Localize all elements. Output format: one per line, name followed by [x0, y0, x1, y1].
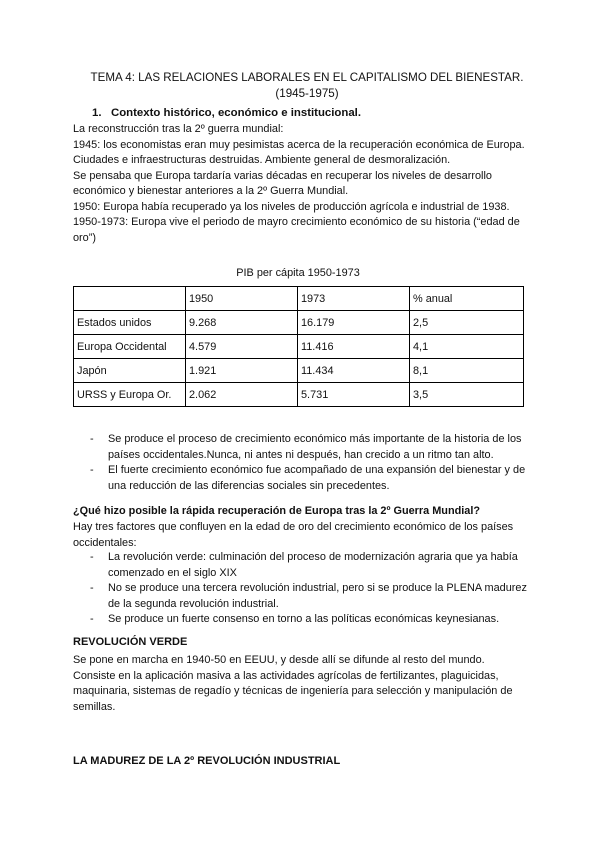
title-line-1: TEMA 4: LAS RELACIONES LABORALES EN EL CAPITALISMO DEL BIENESTAR.: [90, 71, 524, 84]
table-cell: 2.062: [186, 383, 298, 407]
paragraph: 1950: Europa había recuperado ya los niveles de producción agrícola e industrial de 1938.: [73, 200, 510, 213]
bullet-dash: -: [90, 551, 94, 563]
table-cell: 2,5: [410, 311, 524, 335]
factors-bullet-list: [90, 550, 530, 628]
table-cell: 8,1: [410, 359, 524, 383]
question-intro: Hay tres factores que confluyen en la edad de oro del crecimiento económico de los países occidentales:: [73, 521, 514, 549]
table-header-cell: 1973: [298, 287, 410, 311]
table-cell: URSS y Europa Or.: [74, 383, 186, 407]
paragraph: Se pensaba que Europa tardaría varias décadas en recuperar los niveles de desarrollo económico y bienestar anteriores a la 2º Guerra Mundial.: [73, 169, 492, 197]
list-item: [90, 432, 530, 463]
table-cell: 3,5: [410, 383, 524, 407]
table-cell: 11.416: [298, 335, 410, 359]
bullet-dash: -: [90, 464, 94, 476]
paragraph: Se pone en marcha en 1940-50 en EEUU, y desde allí se difunde al resto del mundo.: [73, 654, 485, 666]
bullet-dash: -: [90, 433, 94, 445]
table-cell: 4,1: [410, 335, 524, 359]
table-header-cell: % anual: [410, 287, 524, 311]
paragraph: Consiste en la aplicación masiva a las actividades agrícolas de fertilizantes, plaguicidas, maquinaria, sistemas de regadío y técnicas de ingeniería para selección y manipulación de semillas.: [73, 669, 513, 713]
list-item-text: La revolución verde: culminación del proceso de modernización agraria que ya había comenzado en el siglo XIX: [108, 551, 518, 579]
revolucion-verde-body: [73, 653, 533, 715]
list-item-text: Se produce el proceso de crecimiento económico más importante de la historia de los países occidentales.Nunca, ni antes ni después, han crecido a un ritmo tan alto.: [108, 433, 522, 461]
paragraph: Ciudades e infraestructuras destruidas. Ambiente general de desmoralización.: [73, 154, 451, 166]
table-cell: 16.179: [298, 311, 410, 335]
document-title: [40, 70, 574, 102]
table-cell: Europa Occidental: [74, 335, 186, 359]
list-item: [90, 612, 530, 628]
section-1-heading: [92, 107, 361, 119]
table-row: [74, 359, 524, 383]
table-cell: 1.921: [186, 359, 298, 383]
table-row: [74, 383, 524, 407]
table-cell: 11.434: [298, 359, 410, 383]
section-1-body: [73, 122, 533, 246]
list-item: [90, 581, 530, 612]
section-1-title: Contexto histórico, económico e institucional.: [111, 107, 361, 119]
table-cell: Estados unidos: [74, 311, 186, 335]
table-cell: Japón: [74, 359, 186, 383]
paragraph: 1945: los economistas eran muy pesimistas acerca de la recuperación económica de Europa.: [73, 138, 525, 151]
bullet-dash: -: [90, 613, 94, 625]
table-row: [74, 311, 524, 335]
section-1-number: 1.: [92, 107, 102, 119]
table-cell: 5.731: [298, 383, 410, 407]
table-cell: 4.579: [186, 335, 298, 359]
list-item: [90, 463, 530, 494]
paragraph: 1950-1973: Europa vive el periodo de mayro crecimiento económico de su historia (“edad de oro”): [73, 216, 520, 244]
title-line-2: (1945-1975): [275, 87, 339, 100]
table-cell: 9.268: [186, 311, 298, 335]
table-header-row: [74, 287, 524, 311]
growth-bullet-list: [90, 432, 530, 494]
list-item-text: No se produce una tercera revolución industrial, pero si se produce la PLENA madurez de la segunda revolución industrial.: [108, 582, 527, 610]
list-item-text: Se produce un fuerte consenso en torno a las políticas económicas keynesianas.: [108, 613, 500, 625]
table-caption: PIB per cápita 1950-1973: [236, 267, 360, 279]
bullet-dash: -: [90, 582, 94, 594]
list-item: [90, 550, 530, 581]
question-heading: ¿Qué hizo posible la rápida recuperación de Europa tras la 2º Guerra Mundial?: [73, 505, 481, 517]
table-header-cell: [74, 287, 186, 311]
table-row: [74, 335, 524, 359]
madurez-heading: LA MADUREZ DE LA 2º REVOLUCIÓN INDUSTRIAL: [73, 755, 341, 767]
revolucion-verde-heading: REVOLUCIÓN VERDE: [73, 636, 188, 648]
table-header-cell: 1950: [186, 287, 298, 311]
gdp-table: [73, 286, 524, 407]
list-item-text: El fuerte crecimiento económico fue acompañado de una expansión del bienestar y de una reducción de las diferencias sociales sin precedentes.: [108, 464, 526, 492]
paragraph: La reconstrucción tras la 2º guerra mundial:: [73, 123, 284, 135]
